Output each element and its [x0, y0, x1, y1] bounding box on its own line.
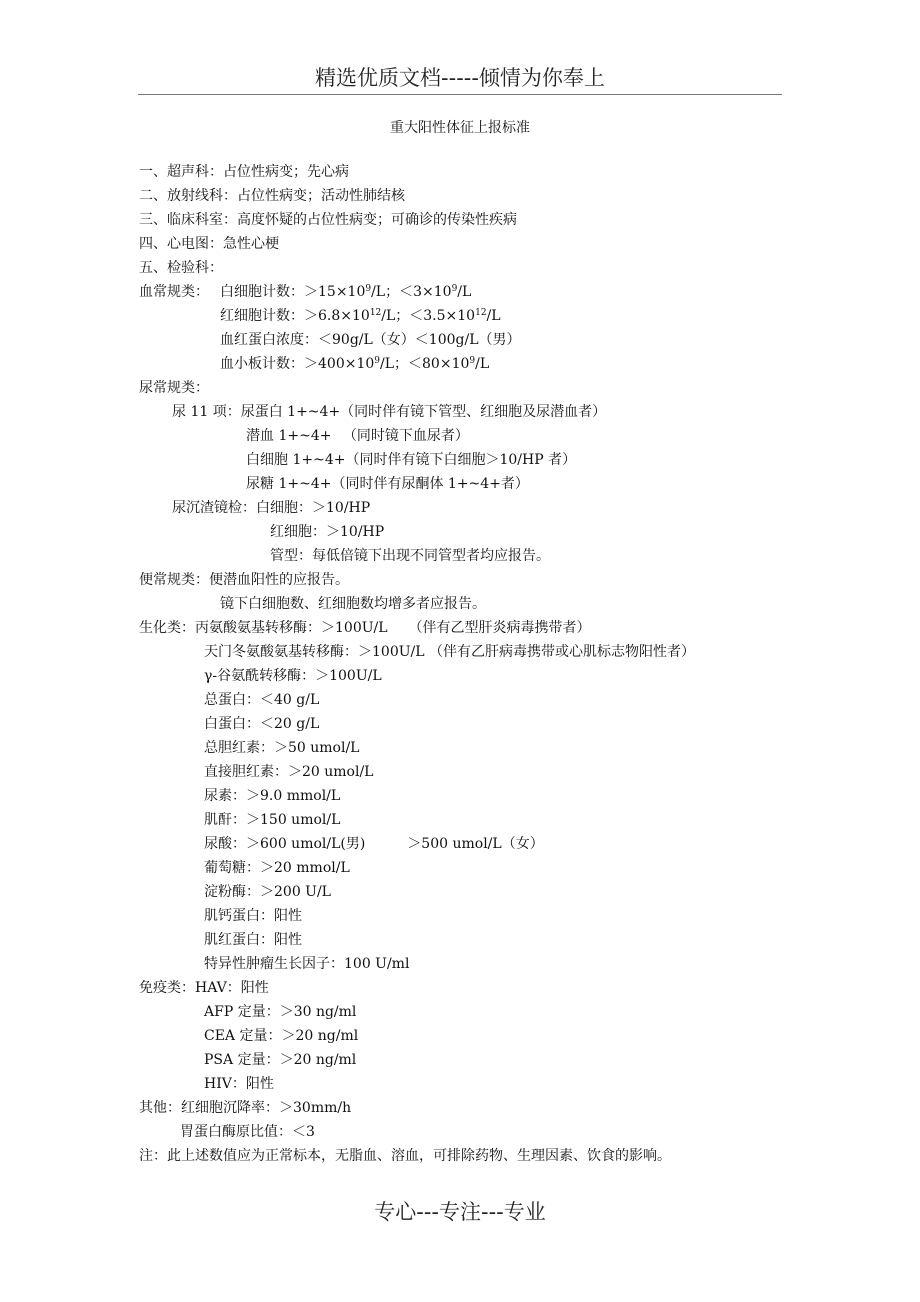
section-ultrasound: 一、超声科：占位性病变；先心病	[139, 164, 349, 180]
urine-glucose: 尿糖 1+~4+（同时伴有尿酮体 1+~4+者）	[246, 476, 529, 492]
biochem-tsgf: 特异性肿瘤生长因子：100 U/ml	[204, 956, 410, 972]
urine-routine-label: 尿常规类：	[139, 380, 209, 396]
biochem-amylase: 淀粉酶：＞200 U/L	[204, 884, 331, 900]
section-lab: 五、检验科：	[139, 260, 223, 276]
urine-sediment-wbc: 尿沉渣镜检：白细胞：＞10/HP	[172, 500, 371, 516]
biochem-total-protein: 总蛋白：＜40 g/L	[204, 692, 320, 708]
stool-microscopy: 镜下白细胞数、红细胞数均增多者应报告。	[220, 596, 486, 612]
section-ecg: 四、心电图：急性心梗	[139, 236, 279, 252]
biochem-troponin: 肌钙蛋白：阳性	[204, 908, 302, 924]
page-footer: 专心---专注---专业	[374, 1200, 546, 1224]
biochem-total-bilirubin: 总胆红素：＞50 umol/L	[204, 740, 360, 756]
other-esr: 其他：红细胞沉降率：＞30mm/h	[139, 1100, 352, 1116]
section-radiology: 二、放射线科：占位性病变；活动性肺结核	[139, 188, 405, 204]
biochem-direct-bilirubin: 直接胆红素：＞20 umol/L	[204, 764, 374, 780]
biochem-albumin: 白蛋白：＜20 g/L	[204, 716, 320, 732]
stool-routine: 便常规类：便潜血阳性的应报告。	[139, 572, 349, 588]
biochem-creatinine: 肌酐：＞150 umol/L	[204, 812, 341, 828]
platelet-count: 血小板计数：$>400\times 10^9/L$；$<80\times 10^9/L$	[220, 356, 490, 372]
document-title: 重大阳性体征上报标准	[390, 120, 530, 136]
biochem-ggt: γ-谷氨酰转移酶：＞100U/L	[204, 668, 382, 684]
biochem-ast: 天门冬氨酸氨基转移酶：＞100U/L （伴有乙肝病毒携带或心肌标志物阳性者）	[204, 644, 695, 660]
other-pepsinogen: 胃蛋白酶原比值：＜3	[180, 1124, 315, 1140]
immuno-hiv: HIV：阳性	[204, 1076, 274, 1092]
immuno-afp: AFP 定量：＞30 ng/ml	[204, 1004, 357, 1020]
footnote: 注：此上述数值应为正常标本，无脂血、溶血，可排除药物、生理因素、饮食的影响。	[139, 1148, 671, 1164]
blood-routine-label: 血常规类：	[139, 284, 209, 300]
immuno-cea: CEA 定量：＞20 ng/ml	[204, 1028, 359, 1044]
immuno-hav: 免疫类：HAV：阳性	[139, 980, 269, 996]
biochem-alt: 生化类：丙氨酸氨基转移酶：＞100U/L （伴有乙型肝炎病毒携带者）	[139, 620, 591, 636]
urine-sediment-rbc: 红细胞：＞10/HP	[270, 524, 385, 540]
rbc-count: 红细胞计数：$>6.8\times 10^{12}/L$；$<3.5\times 10^{12}/L$	[220, 308, 501, 324]
urine-occult-blood: 潜血 1+~4+ （同时镜下血尿者）	[246, 428, 469, 444]
biochem-urea: 尿素：＞9.0 mmol/L	[204, 788, 341, 804]
biochem-uric-acid: 尿酸：＞600 umol/L(男) ＞500 umol/L（女）	[204, 836, 544, 852]
header-divider	[138, 94, 782, 95]
urine-sediment-cast: 管型：每低倍镜下出现不同管型者均应报告。	[270, 548, 550, 564]
page-header: 精选优质文档-----倾情为你奉上	[315, 66, 605, 90]
hemoglobin: 血红蛋白浓度：＜90g/L（女）＜100g/L（男）	[220, 332, 521, 348]
urine-protein: 尿 11 项：尿蛋白 1+~4+（同时伴有镜下管型、红细胞及尿潜血者）	[172, 404, 607, 420]
section-clinical: 三、临床科室：高度怀疑的占位性病变；可确诊的传染性疾病	[139, 212, 517, 228]
wbc-count: 白细胞计数：$>15\times 10^9/L$；$<3\times 10^9/L$	[220, 284, 472, 300]
urine-wbc: 白细胞 1+~4+（同时伴有镜下白细胞＞10/HP 者）	[246, 452, 577, 468]
biochem-glucose: 葡萄糖：＞20 mmol/L	[204, 860, 350, 876]
immuno-psa: PSA 定量：＞20 ng/ml	[204, 1052, 357, 1068]
biochem-myoglobin: 肌红蛋白：阳性	[204, 932, 302, 948]
